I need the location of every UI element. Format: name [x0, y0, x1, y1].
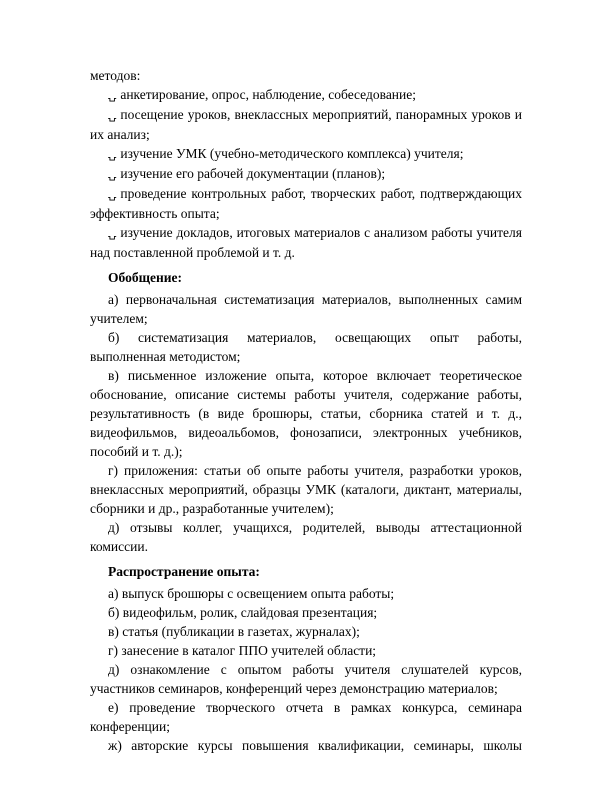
- bullet-icon: ⍽: [108, 168, 117, 181]
- list-item: ⍽ изучение УМК (учебно-методического комплекса) учителя;: [108, 146, 464, 161]
- list-item: в) письменное изложение опыта, которое включает теоретическое обоснование, описание системы работы учителя, содержание работы, результативность (в виде брошюры, статьи, сборника статей и т. д., видеофильмов, видеоальбомов, фонозаписи, электронных учебников, пособий и т. д.);: [90, 368, 522, 459]
- list-item: г) приложения: статьи об опыте работы учителя, разработки уроков, внеклассных мероприятий, образцы УМК (каталоги, диктант, материалы, сборники и др., разработанные учителем);: [90, 463, 522, 516]
- bullet-icon: ⍽: [108, 188, 117, 201]
- list-item: а) первоначальная систематизация материалов, выполненных самим учителем;: [90, 292, 522, 326]
- list-item: ж) авторские курсы повышения квалификации, семинары, школы: [108, 738, 522, 753]
- list-item: е) проведение творческого отчета в рамках конкурса, семинара конференции;: [90, 700, 522, 734]
- list-item: б) видеофильм, ролик, слайдовая презентация;: [108, 605, 378, 620]
- list-item: в) статья (публикации в газетах, журналах);: [108, 624, 360, 639]
- dissemination-list: [90, 584, 522, 755]
- list-item: а) выпуск брошюры с освещением опыта работы;: [108, 586, 395, 601]
- document-page: [90, 66, 522, 755]
- list-item: ⍽ проведение контрольных работ, творческих работ, подтверждающих эффективность опыта;: [90, 186, 522, 221]
- section-heading-dissemination: Распространение опыта:: [108, 564, 260, 579]
- intro-text: методов:: [90, 68, 141, 83]
- methods-list: [90, 85, 522, 262]
- list-item: г) занесение в каталог ППО учителей области;: [108, 643, 377, 658]
- generalization-list: [90, 290, 522, 556]
- bullet-icon: ⍽: [108, 227, 117, 240]
- list-item: ⍽ изучение его рабочей документации (планов);: [108, 166, 386, 181]
- list-item: д) отзывы коллег, учащихся, родителей, выводы аттестационной комиссии.: [90, 520, 522, 554]
- list-item: д) ознакомление с опытом работы учителя слушателей курсов, участников семинаров, конференций через демонстрацию материалов;: [90, 662, 522, 696]
- bullet-icon: ⍽: [108, 109, 117, 122]
- list-item: б) систематизация материалов, освещающих опыт работы, выполненная методистом;: [90, 330, 522, 364]
- list-item: ⍽ посещение уроков, внеклассных мероприятий, панорамных уроков и их анализ;: [90, 107, 522, 142]
- bullet-icon: ⍽: [108, 89, 117, 102]
- bullet-icon: ⍽: [108, 148, 117, 161]
- list-item: ⍽ анкетирование, опрос, наблюдение, собеседование;: [108, 87, 416, 102]
- section-heading-generalization: Обобщение:: [108, 270, 183, 285]
- list-item: ⍽ изучение докладов, итоговых материалов с анализом работы учителя над поставленной проблемой и т. д.: [90, 225, 522, 260]
